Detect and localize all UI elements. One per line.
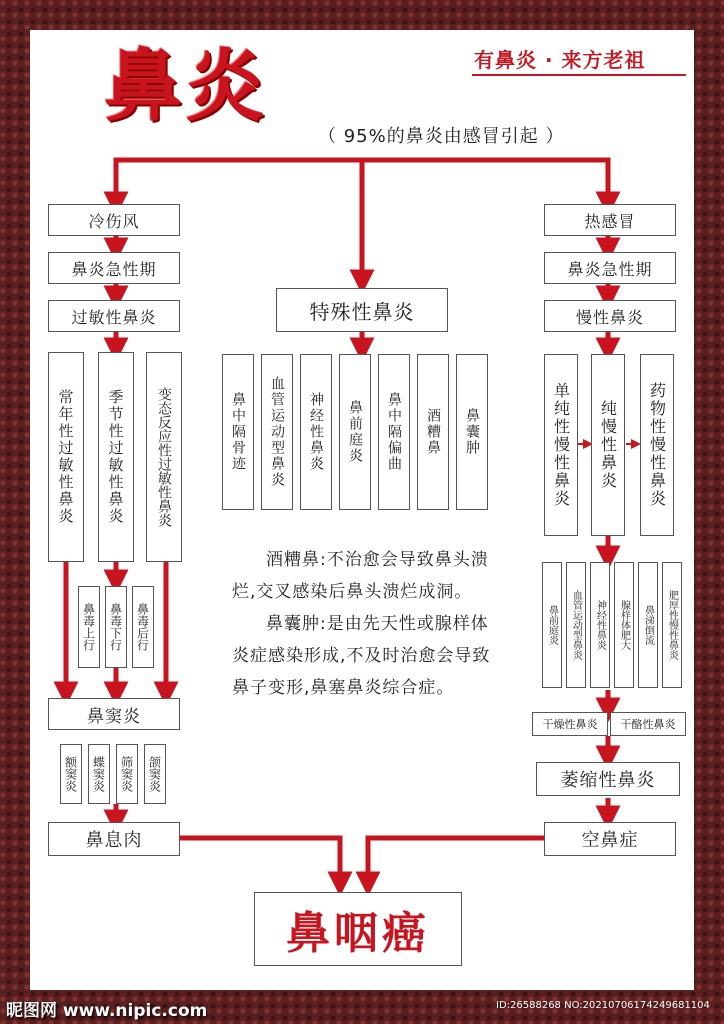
node-caseous-rhinitis: 干酪性鼻炎 [610,712,686,736]
node-right-small-1: 鼻前庭炎 [542,562,562,688]
page-subtitle: （ 95%的鼻炎由感冒引起 ） [318,126,565,147]
node-frontal-sinus: 额窦炎 [60,744,82,804]
node-special-type-1: 鼻中隔骨迹 [222,354,254,510]
node-nasal-polyp: 鼻息肉 [48,822,180,856]
node-sinusitis: 鼻窦炎 [48,698,180,730]
node-cold-wind: 冷伤风 [48,204,180,236]
node-maxillary-sinus: 颌窦炎 [144,744,166,804]
node-special-type-5: 鼻中隔偏曲 [378,354,410,510]
description-paragraph-2: 鼻囊肿:是由先天性或腺样体炎症感染形成,不及时治愈会导致鼻子变形,鼻塞鼻炎综合症。 [232,614,491,698]
node-right-small-2: 血管运动型鼻炎 [566,562,586,688]
brand-slogan: 有鼻炎 · 来方老祖 [474,48,646,72]
node-perennial: 常年性过敏性鼻炎 [48,352,84,562]
node-special-type-6: 酒糟鼻 [417,354,449,510]
description-paragraph-1: 酒糟鼻:不治愈会导致鼻头溃烂,交叉感染后鼻头溃烂成洞。 [232,550,489,602]
node-right-acute: 鼻炎急性期 [544,252,676,284]
node-hot-cold: 热感冒 [544,204,676,236]
node-ethmoid-sinus: 筛窦炎 [116,744,138,804]
node-pure-chronic: 纯慢性鼻炎 [591,354,625,536]
node-dry-rhinitis: 干燥性鼻炎 [532,712,608,736]
node-right-small-5: 鼻涕倒流 [638,562,658,688]
node-special-type-4: 鼻前庭炎 [339,354,371,510]
node-right-small-4: 腺样体肥大 [614,562,634,688]
node-special-type-7: 鼻囊肿 [456,354,488,510]
node-allergic: 过敏性鼻炎 [48,300,180,332]
node-special-type-3: 神经性鼻炎 [300,354,332,510]
node-drug-chronic: 药物性慢性鼻炎 [640,354,674,536]
node-hypersensitive: 变态反应性过敏性鼻炎 [146,352,182,562]
node-nasopharyngeal-cancer: 鼻咽癌 [254,892,462,966]
node-sphenoid-sinus: 蝶窦炎 [88,744,110,804]
node-atrophic: 萎缩性鼻炎 [536,762,680,796]
node-poison-down: 鼻毒下行 [105,586,127,668]
node-empty-nose: 空鼻症 [544,822,676,856]
slogan-underline [472,74,686,76]
watermark: 昵图网 www.nipic.com [6,1001,208,1021]
node-special: 特殊性鼻炎 [276,288,448,332]
node-right-small-6: 肥厚性慢性鼻炎 [662,562,682,688]
node-right-small-3: 神经性鼻炎 [590,562,610,688]
node-poison-back: 鼻毒后行 [132,586,154,668]
watermark-id: ID:26588268 NO:20210706174249681104 [496,1000,710,1011]
node-special-type-2: 血管运动型鼻炎 [261,354,293,510]
page-title: 鼻炎 [104,42,269,132]
description-text [232,544,504,704]
node-poison-up: 鼻毒上行 [78,586,100,668]
node-left-acute: 鼻炎急性期 [48,252,180,284]
node-chronic: 慢性鼻炎 [544,300,676,332]
node-seasonal: 季节性过敏性鼻炎 [98,352,134,562]
node-simple-chronic: 单纯性慢性鼻炎 [544,354,578,536]
